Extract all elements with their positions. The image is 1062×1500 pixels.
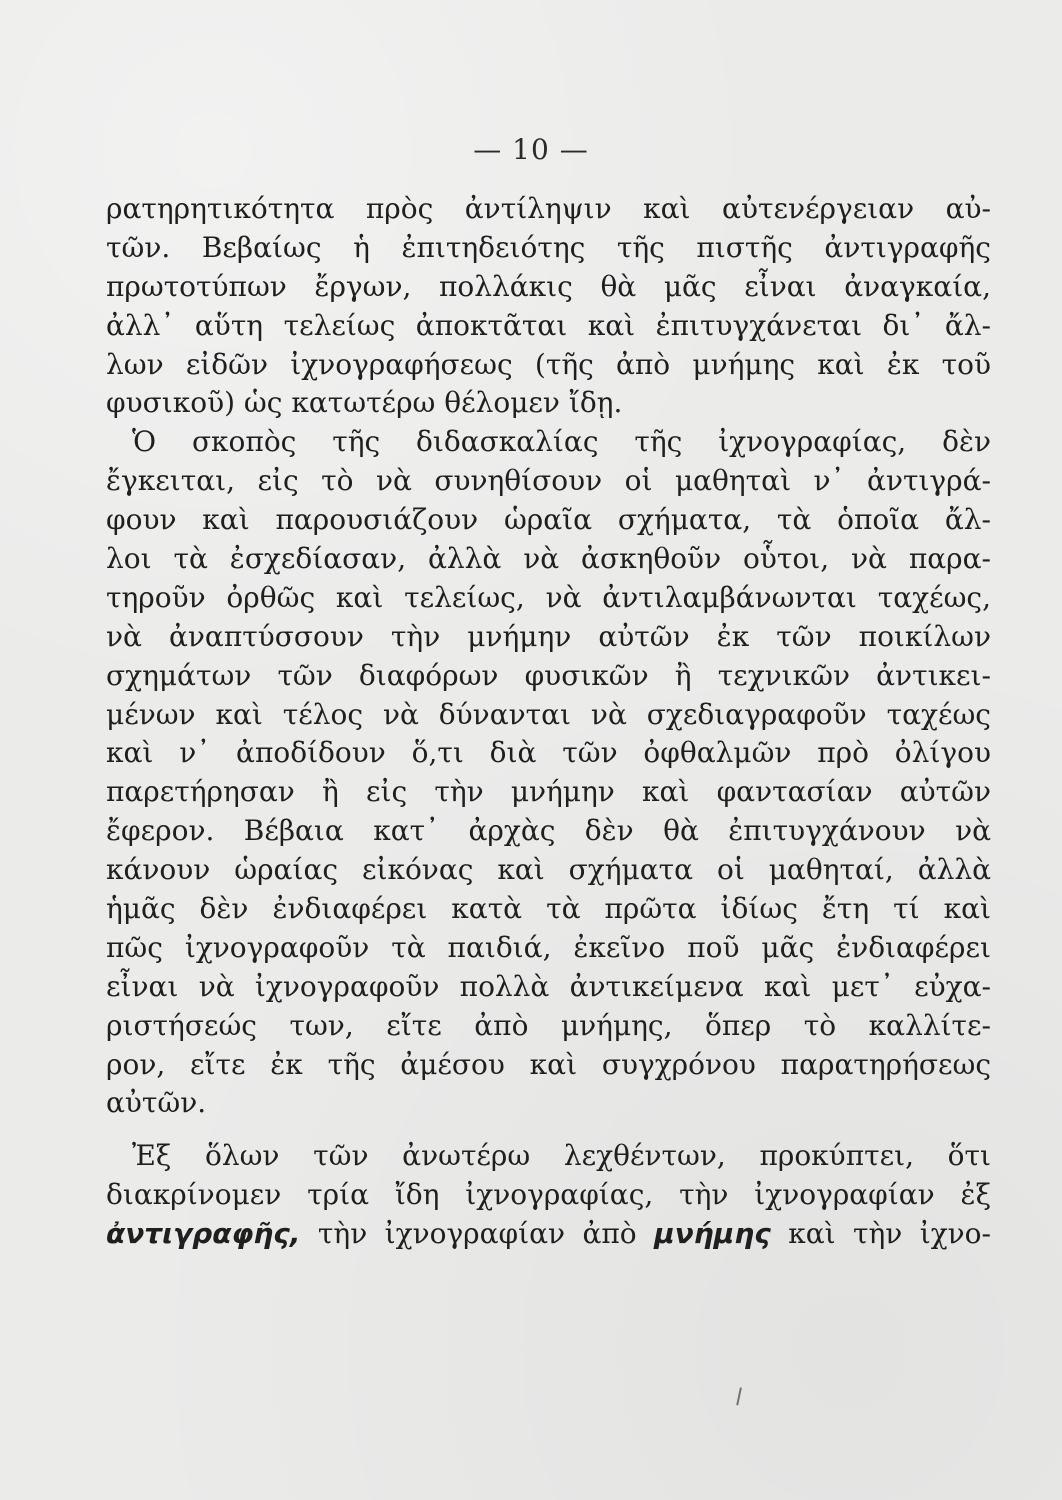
text-line — [106, 1215, 991, 1254]
text-line: εἶναι νὰ ἰχνογραφοῦν πολλὰ ἀντικείμενα καὶ μετ᾽ εὐχα- — [106, 969, 991, 1003]
text-line: παρετήρησαν ἢ εἰς τὴν μνήμην καὶ φαντασίαν αὐτῶν — [106, 775, 991, 809]
text-line: ἔγκειται, εἰς τὸ νὰ συνηθίσουν οἱ μαθηταὶ ν᾽ ἀντιγρά- — [106, 464, 991, 498]
emphasis-copying: ἀντιγραφῆς, — [106, 1217, 301, 1251]
text-line: Ἐξ ὅλων τῶν ἀνωτέρω λεχθέντων, προκύπτει, ὅτι — [132, 1139, 991, 1173]
text-line: ρατηρητικότητα πρὸς ἀντίληψιν καὶ αὐτενέργειαν αὐ- — [106, 192, 991, 225]
text-line: Ὁ σκοπὸς τῆς διδασκαλίας τῆς ἰχνογραφίας, δὲν — [132, 425, 991, 459]
body-text — [106, 190, 991, 1254]
text-line: ἡμᾶς δὲν ἐνδιαφέρει κατὰ τὰ πρῶτα ἰδίως ἔτη τί καὶ — [106, 892, 991, 926]
text-line: μένων καὶ τέλος νὰ δύνανται νὰ σχεδιαγραφοῦν ταχέως — [106, 697, 991, 731]
text-fragment: τὴν ἰχνογραφίαν ἀπὸ — [300, 1217, 655, 1251]
text-line: φουν καὶ παρουσιάζουν ὡραῖα σχήματα, τὰ ὁποῖα ἄλ- — [106, 503, 991, 537]
text-line: φυσικοῦ) ὡς κατωτέρω θέλομεν ἴδῃ. — [106, 386, 623, 420]
page-number: — 10 — — [473, 133, 589, 166]
text-line: πρωτοτύπων ἔργων, πολλάκις θὰ μᾶς εἶναι ἀναγκαία, — [106, 269, 991, 303]
text-line: τῶν. Βεβαίως ἡ ἐπιτηδειότης τῆς πιστῆς ἀντιγραφῆς — [106, 230, 991, 264]
text-line: ρον, εἴτε ἐκ τῆς ἀμέσου καὶ συγχρόνου παρατηρήσεως — [106, 1047, 991, 1081]
paragraph-gap — [106, 1123, 991, 1137]
text-line: κάνουν ὡραίας εἰκόνας καὶ σχήματα οἱ μαθηταί, ἀλλὰ — [106, 853, 991, 887]
text-line: λων εἰδῶν ἰχνογραφήσεως (τῆς ἀπὸ μνήμης καὶ ἐκ τοῦ — [106, 347, 991, 381]
text-line: σχημάτων τῶν διαφόρων φυσικῶν ἢ τεχνικῶν ἀντικει- — [106, 658, 991, 692]
emphasis-memory: μνήμης — [654, 1217, 771, 1251]
text-line: ἀλλ᾽ αὕτη τελείως ἀποκτᾶται καὶ ἐπιτυγχάνεται δι᾽ ἄλ- — [106, 308, 991, 342]
text-line: νὰ ἀναπτύσσουν τὴν μνήμην αὐτῶν ἐκ τῶν ποικίλων — [106, 619, 991, 653]
stray-mark — [736, 1387, 748, 1406]
text-line: αὐτῶν. — [106, 1086, 207, 1120]
text-line: ἔφερον. Βέβαια κατ᾽ ἀρχὰς δὲν θὰ ἐπιτυγχάνουν νὰ — [106, 814, 991, 848]
text-line: διακρίνομεν τρία ἴδη ἰχνογραφίας, τὴν ἰχνογραφίαν ἐξ — [106, 1178, 991, 1212]
text-line: πῶς ἰχνογραφοῦν τὰ παιδιά, ἐκεῖνο ποῦ μᾶς ἐνδιαφέρει — [106, 930, 991, 964]
text-fragment: καὶ τὴν ἰχνο- — [770, 1217, 991, 1251]
text-line: καὶ ν᾽ ἀποδίδουν ὅ,τι διὰ τῶν ὀφθαλμῶν πρὸ ὀλίγου — [106, 736, 991, 770]
text-line: τηροῦν ὀρθῶς καὶ τελείως, νὰ ἀντιλαμβάνωνται ταχέως, — [106, 580, 991, 614]
text-line: ριστήσεώς των, εἴτε ἀπὸ μνήμης, ὅπερ τὸ καλλίτε- — [106, 1008, 991, 1042]
text-line: λοι τὰ ἐσχεδίασαν, ἀλλὰ νὰ ἀσκηθοῦν οὗτοι, νὰ παρα- — [106, 542, 991, 576]
